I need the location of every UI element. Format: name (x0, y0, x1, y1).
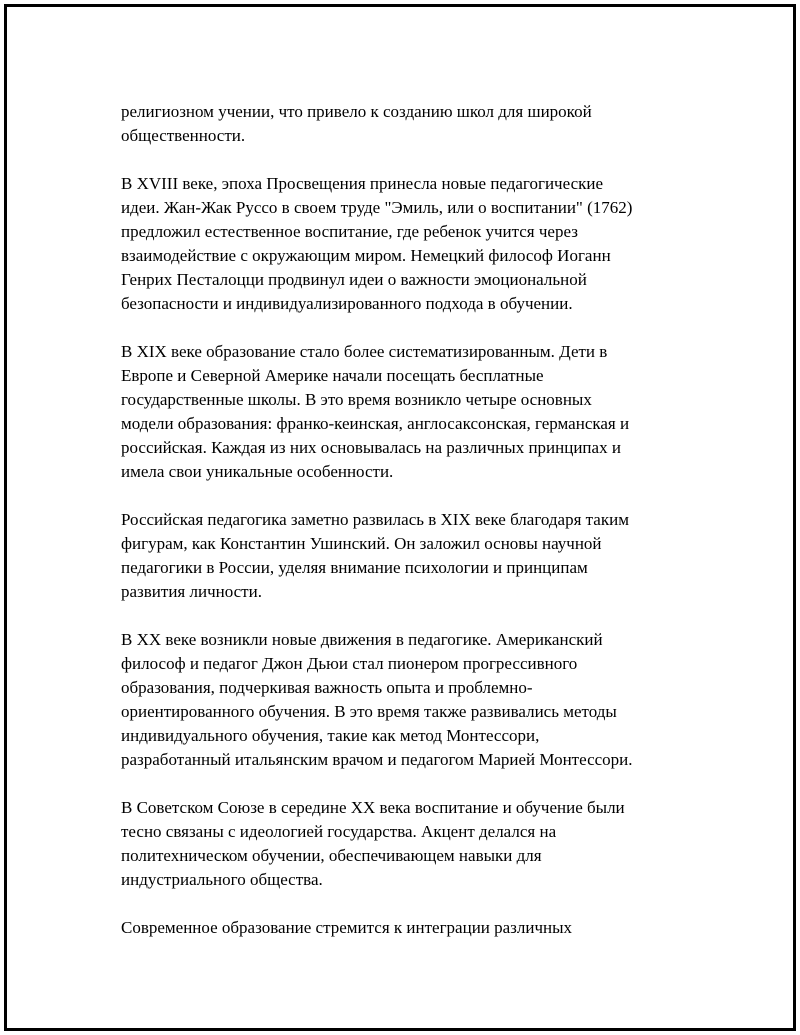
text-line: предложил естественное воспитание, где ребенок учится через (121, 222, 578, 241)
paragraph (121, 340, 691, 484)
text-line: имела свои уникальные особенности. (121, 462, 394, 481)
text-line: философ и педагог Джон Дьюи стал пионером прогрессивного (121, 654, 578, 673)
text-line: ориентированного обучения. В это время также развивались методы (121, 702, 617, 721)
paragraph (121, 796, 691, 892)
text-line: религиозном учении, что привело к созданию школ для широкой (121, 102, 592, 121)
page-content (121, 100, 691, 964)
text-line: безопасности и индивидуализированного подхода в обучении. (121, 294, 573, 313)
text-line: Современное образование стремится к интеграции различных (121, 918, 573, 937)
paragraph (121, 628, 691, 772)
text-line: Европе и Северной Америке начали посещать бесплатные (121, 366, 544, 385)
text-line: идеи. Жан-Жак Руссо в своем труде "Эмиль, или о воспитании" (1762) (121, 198, 633, 217)
text-line: индивидуального обучения, такие как метод Монтессори, (121, 726, 540, 745)
text-line: политехническом обучении, обеспечивающем навыки для (121, 846, 542, 865)
text-line: взаимодействие с окружающим миром. Немецкий философ Иоганн (121, 246, 611, 265)
text-line: разработанный итальянским врачом и педагогом Марией Монтессори. (121, 750, 633, 769)
text-line: российская. Каждая из них основывалась на различных принципах и (121, 438, 621, 457)
text-line: В XIX веке образование стало более систематизированным. Дети в (121, 342, 608, 361)
text-line: государственные школы. В это время возникло четыре основных (121, 390, 592, 409)
text-line: образования, подчеркивая важность опыта и проблемно- (121, 678, 533, 697)
text-line: тесно связаны с идеологией государства. Акцент делался на (121, 822, 557, 841)
text-line: В Советском Союзе в середине XX века воспитание и обучение были (121, 798, 625, 817)
paragraph (121, 508, 691, 604)
text-line: общественности. (121, 126, 246, 145)
text-line: Генрих Песталоцци продвинул идеи о важности эмоциональной (121, 270, 587, 289)
paragraph (121, 916, 691, 940)
text-line: развития личности. (121, 582, 262, 601)
text-line: В XVIII веке, эпоха Просвещения принесла новые педагогические (121, 174, 604, 193)
document-page (4, 4, 796, 1031)
text-line: фигурам, как Константин Ушинский. Он заложил основы научной (121, 534, 602, 553)
text-line: педагогики в России, уделяя внимание психологии и принципам (121, 558, 588, 577)
paragraph (121, 172, 691, 316)
text-line: В XX веке возникли новые движения в педагогике. Американский (121, 630, 603, 649)
text-line: модели образования: франко-кеинская, англосаксонская, германская и (121, 414, 630, 433)
text-line: индустриального общества. (121, 870, 323, 889)
text-line: Российская педагогика заметно развилась в XIX веке благодаря таким (121, 510, 629, 529)
paragraph (121, 100, 691, 148)
